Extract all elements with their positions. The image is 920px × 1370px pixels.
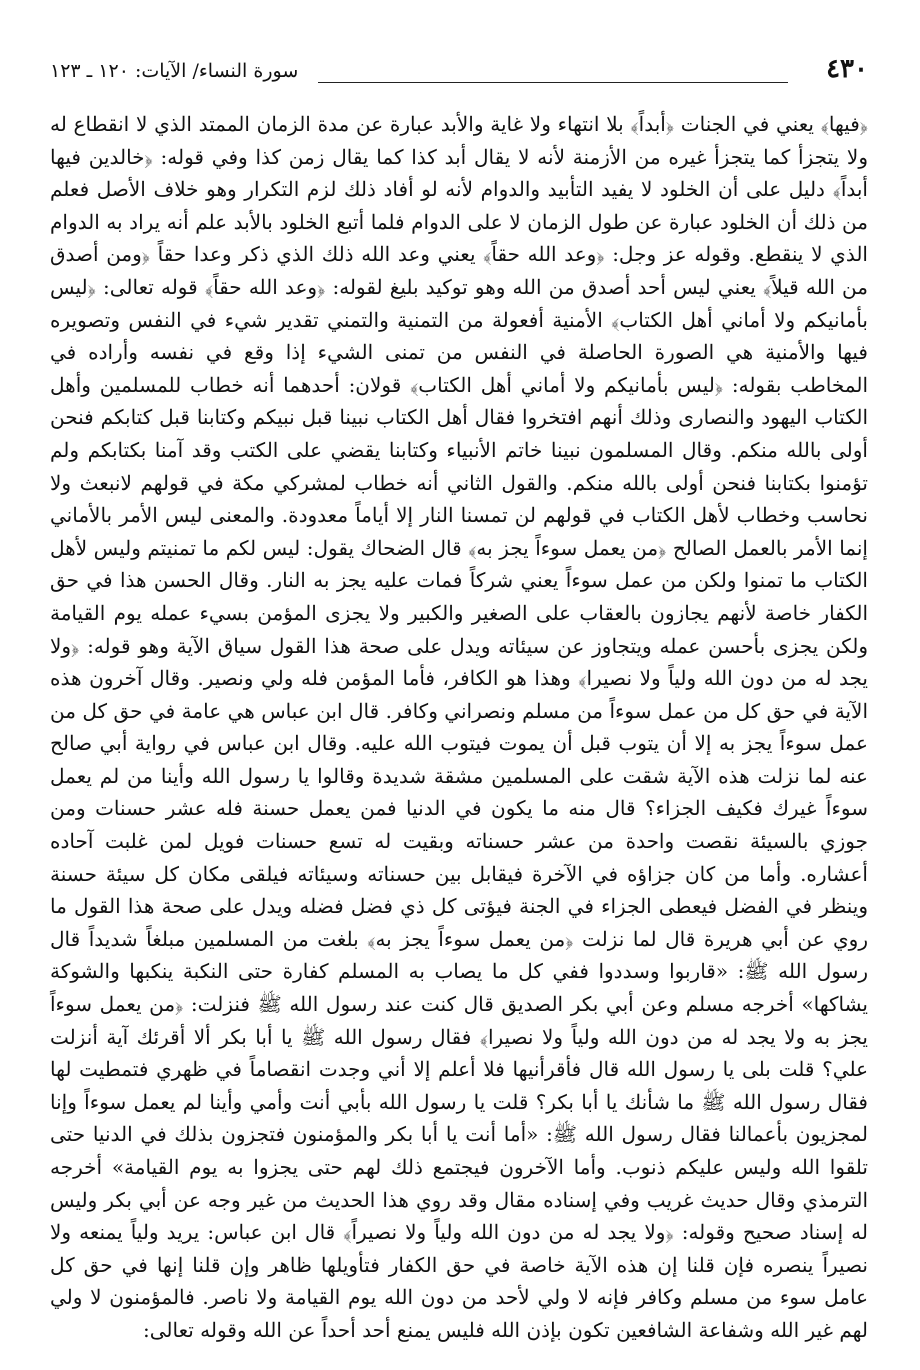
header-rule [318,82,788,83]
page-number: ٤٣٠ [826,54,868,84]
commentary-paragraph: ﴿فيها﴾ يعني في الجنات ﴿أبداً﴾ بلا انتهاء ولا غاية والأبد عبارة عن مدة الزمان الممتد الذي لا انقطاع له ولا يتجزأ كما يتجزأ غيره من الأزمنة لأنه لا يقال أبد كذا كما يقال زمن كذا وفي قوله: ﴿خالدين فيها أبداً﴾ دليل على أن الخلود لا يفيد التأبيد والدوام لأنه لو أفاد ذلك لزم التكرار وهو خلاف الأصل فعلم من ذلك أن الخلود عبارة عن طول الزمان لا على الدوام فلما أتبع الخلود بالأبد علم أنه يراد به الدوام الذي لا ينقطع. وقوله عز وجل: ﴿وعد الله حقاً﴾ يعني وعد الله ذلك الذي ذكر وعدا حقاً ﴿ومن أصدق من الله قيلاً﴾ يعني ليس أحد أصدق من الله وهو توكيد بليغ لقوله: ﴿وعد الله حقاً﴾ قوله تعالى: ﴿ليس بأمانيكم ولا أماني أهل الكتاب﴾ الأمنية أفعولة من التمنية والتمني تقدير شيء في النفس وتصويره فيها والأمنية هي الصورة الحاصلة في النفس من تمنى الشيء إذا وقع في نفسه وأراده في المخاطب بقوله: ﴿ليس بأمانيكم ولا أماني أهل الكتاب﴾ قولان: أحدهما أنه خطاب للمسلمين وأهل الكتاب اليهود والنصارى وذلك أنهم افتخروا فقال أهل الكتاب نبينا قبل نبيكم وكتابنا قبل كتابكم فنحن أولى بالله منكم. وقال المسلمون نبينا خاتم الأنبياء وكتابنا يقضي على الكتب وقد آمنا بكتابكم ولم تؤمنوا بكتابنا فنحن أولى بالله منكم. والقول الثاني أنه خطاب لمشركي مكة في قولهم لانبعث ولا نحاسب وخطاب لأهل الكتاب في قولهم لن تمسنا النار إلا أياماً معدودة. والمعنى ليس الأمر بالأماني إنما الأمر بالعمل الصالح ﴿من يعمل سوءاً يجز به﴾ قال الضحاك يقول: ليس لكم ما تمنيتم وليس لأهل الكتاب ما تمنوا ولكن من عمل سوءاً يعني شركاً فمات عليه يجز به النار. وقال الحسن هذا في حق الكفار خاصة لأنهم يجازون بالعقاب على الصغير والكبير ولا يجزى المؤمن بسيء عمله يوم القيامة ولكن يجزى بأحسن عمله ويتجاوز عن سيئاته ويدل على صحة هذا القول سياق الآية وهو قوله: ﴿ولا يجد له من دون الله ولياً ولا نصيرا﴾ وهذا هو الكافر، فأما المؤمن فله ولي ونصير. وقال آخرون هذه الآية في حق كل من عمل سوءاً من مسلم ونصراني وكافر. قال ابن عباس هي عامة في حق كل من عمل سوءاً يجز به إلا أن يتوب قبل أن يموت فيتوب الله عليه. وقال ابن عباس في رواية أبي صالح عنه لما نزلت هذه الآية شقت على المسلمين مشقة شديدة وقالوا يا رسول الله وأينا من لم يعمل سوءاً غيرك فكيف الجزاء؟ قال منه ما يكون في الدنيا فمن يعمل حسنة فله عشر حسنات ومن جوزي بالسيئة نقصت واحدة من عشر حسناته وبقيت له تسع حسنات فويل لمن غلبت آحاده أعشاره. وأما من كان جزاؤه في الآخرة فيقابل بين حسناته وسيئاته فيلقى مكان كل سيئة حسنة وينظر في الفضل فيعطى الجزاء في الجنة فيؤتى كل ذي فضل فضله ويدل على صحة هذا القول ما روي عن أبي هريرة قال لما نزلت ﴿من يعمل سوءاً يجز به﴾ بلغت من المسلمين مبلغاً شديداً قال رسول الله ﷺ: «قاربوا وسددوا ففي كل ما يصاب به المسلم كفارة حتى النكبة ينكبها والشوكة يشاكها» أخرجه مسلم وعن أبي بكر الصديق قال كنت عند رسول الله ﷺ فنزلت: ﴿من يعمل سوءاً يجز به ولا يجد له من دون الله ولياً ولا نصيرا﴾ فقال رسول الله ﷺ يا أبا بكر ألا أقرئك آية أنزلت علي؟ قلت بلى يا رسول الله قال فأقرأنيها فلا أعلم إلا أني وجدت انقصاماً في ظهري فتمطيت لها فقال رسول الله ﷺ ما شأنك يا أبا بكر؟ قلت يا رسول الله بأبي أنت وأمي وأينا لم يعمل سوءاً وإنا لمجزيون بأعمالنا فقال رسول الله ﷺ: «أما أنت يا أبا بكر والمؤمنون فتجزون بذلك في الدنيا حتى تلقوا الله وليس عليكم ذنوب. وأما الآخرون فيجتمع ذلك لهم حتى يجزوا به يوم القيامة» أخرجه الترمذي وقال حديث غريب وفي إسناده مقال وقد روي هذا الحديث من غير وجه عن أبي بكر وليس له إسناد صحيح وقوله: ﴿ولا يجد له من دون الله ولياً ولا نصيراً﴾ قال ابن عباس: يريد ولياً يمنعه ولا نصيراً ينصره فإن قلنا إن هذه الآية خاصة في حق الكفار فتأويلها ظاهر وإن قلنا إنها في حق كل عامل سوء من مسلم وكافر فإنه لا ولي لأحد من دون الله يوم القيامة ولا ناصر. فالمؤمنون لا ولي لهم غير الله وشفاعة الشافعين تكون بإذن الله فليس يمنع أحد أحداً عن الله وقوله تعالى: [50,112,869,1342]
commentary-text [50,108,868,1347]
running-title: سورة النساء/ الآيات: ١٢٠ ـ ١٢٣ [50,60,299,82]
page-header [50,52,868,92]
